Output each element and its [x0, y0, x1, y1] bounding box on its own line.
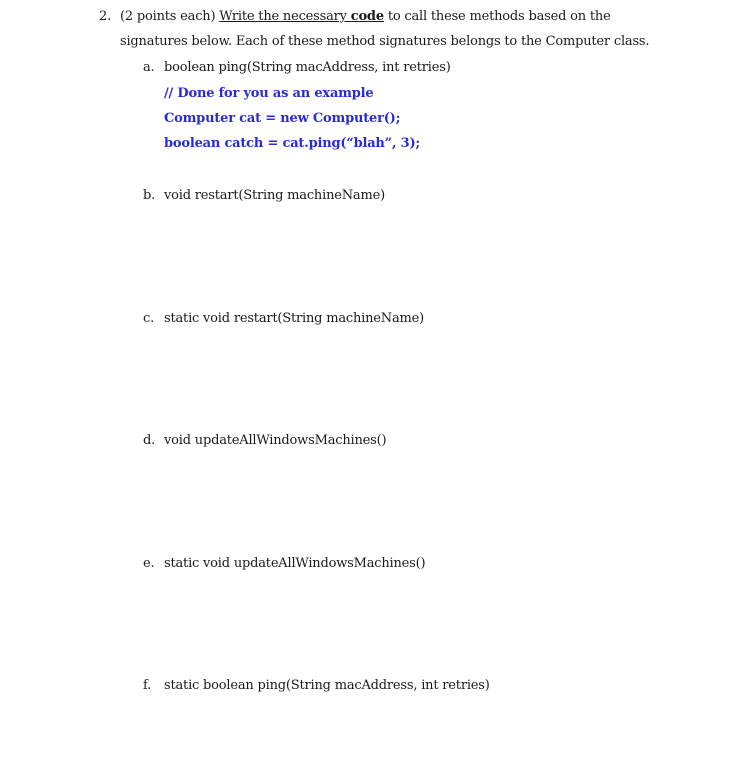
item-e-signature: static void updateAllWindowsMachines()	[164, 556, 426, 571]
instruction-code: code	[350, 9, 384, 24]
example-line-2: boolean catch = cat.ping(“blah”, 3);	[164, 136, 420, 151]
question-line-2: signatures below. Each of these method signatures belongs to the Computer class.	[120, 34, 650, 49]
item-a-signature: boolean ping(String macAddress, int retries)	[164, 60, 451, 75]
item-b-label: b.	[143, 188, 156, 203]
item-f-label: f.	[143, 678, 152, 693]
instruction-underlined: Write the necessary	[219, 9, 351, 24]
item-d-label: d.	[143, 433, 156, 448]
item-b-signature: void restart(String machineName)	[164, 188, 385, 203]
item-c-signature: static void restart(String machineName)	[164, 311, 424, 326]
item-c-label: c.	[143, 311, 155, 326]
instruction-rest: to call these methods based on the	[383, 9, 611, 24]
item-e-label: e.	[143, 556, 155, 571]
item-f-signature: static boolean ping(String macAddress, int retries)	[164, 678, 490, 693]
item-d-signature: void updateAllWindowsMachines()	[164, 433, 387, 448]
points-label: (2 points each)	[120, 9, 216, 24]
question-line-1	[120, 9, 611, 24]
item-a-label: a.	[143, 60, 155, 75]
example-comment: // Done for you as an example	[164, 86, 374, 101]
question-number: 2.	[99, 9, 112, 24]
example-line-1: Computer cat = new Computer();	[164, 111, 401, 126]
